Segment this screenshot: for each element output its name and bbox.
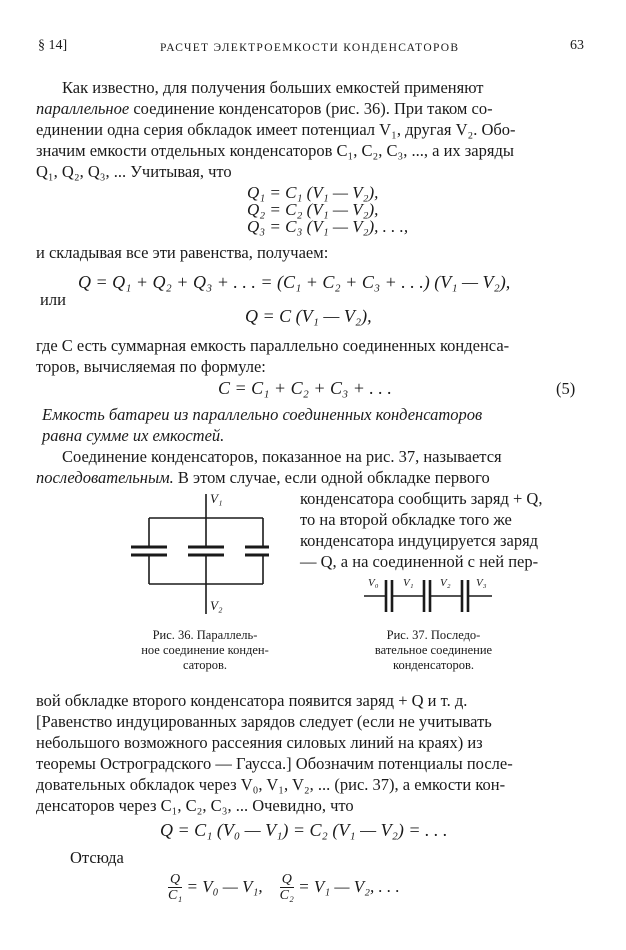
fraction1-numerator: Q	[168, 872, 182, 888]
eq-q2: Q₂ = C₂ (V₁ — V₂),	[247, 200, 379, 219]
fraction1-rhs: = V₀ — V₁,	[182, 876, 263, 896]
fig37-label-v2: V₂	[440, 577, 451, 589]
eq-fractions	[168, 872, 400, 904]
fig37-caption-line3: конденсаторов.	[393, 658, 474, 672]
fraction2-denominator: C₂	[279, 888, 294, 903]
p5-line4: теоремы Остроградского — Гаусса.] Обозначим потенциалы после-	[36, 754, 513, 773]
p1-line4: значим емкости отдельных конденсаторов C₁, C₂, C₃, ..., а их заряды	[36, 141, 514, 160]
p2-text: и складывая все эти равенства, получаем:	[36, 243, 329, 262]
fig37-label-v1: V₁	[403, 577, 414, 589]
p1-line2-rest: соединение конденсаторов (рис. 36). При таком со-	[129, 99, 493, 118]
p3-line2: торов, вычисляемая по формуле:	[36, 357, 266, 376]
p4-line1: Соединение конденсаторов, показанное на рис. 37, называется	[62, 447, 502, 466]
fig37-caption-line1: Рис. 37. Последо-	[386, 628, 481, 642]
term-parallel: параллельное	[36, 99, 130, 118]
p3-line1: где C есть суммарная емкость параллельно соединенных конденса-	[36, 336, 510, 355]
eq-q1: Q₁ = C₁ (V₁ — V₂),	[247, 183, 379, 202]
p4-line2-rest: В этом случае, если одной обкладке первого	[173, 468, 490, 487]
p4-line3: конденсатора сообщить заряд + Q,	[300, 489, 543, 508]
eq-q3: Q₃ = C₃ (V₁ — V₂), . . .,	[247, 217, 409, 236]
eq-total-charge: Q = C (V₁ — V₂),	[245, 306, 372, 326]
eq-series-charge: Q = C₁ (V₀ — V₁) = C₂ (V₁ — V₂) = . . .	[160, 820, 448, 840]
eq-5-formula: C = C₁ + C₂ + C₃ + . . .	[218, 378, 392, 398]
eq-5-number: (5)	[556, 379, 576, 398]
p5-line2: [Равенство индуцированных зарядов следует (если не учитывать	[36, 712, 492, 731]
word-ili: или	[40, 290, 66, 309]
rule-line2: равна сумме их емкостей.	[42, 426, 225, 445]
p5-line3: небольшого возможного рассеяния силовых линий на краях) из	[36, 733, 483, 752]
fig37-label-v0: V₀	[368, 577, 379, 589]
p5-line1: вой обкладке второго конденсатора появится заряд + Q и т. д.	[36, 691, 468, 710]
p4-line2	[36, 468, 490, 488]
p4-line6: — Q, а на соединенной с ней пер-	[300, 552, 539, 571]
fig36-caption-line1: Рис. 36. Параллель-	[152, 628, 258, 642]
running-title: РАСЧЕТ ЭЛЕКТРОЕМКОСТИ КОНДЕНСАТОРОВ	[160, 42, 460, 54]
p4-line5: конденсатора индуцируется заряд	[300, 531, 539, 550]
fig36-caption	[120, 628, 290, 673]
p5-line5: довательных обкладок через V₀, V₁, V₂, ... (рис. 37), а емкости кон-	[36, 775, 506, 794]
fraction-q-over-c1	[168, 872, 182, 904]
p4-line4: то на второй обкладке того же	[300, 510, 512, 529]
fig36-label-v1: V₁	[210, 491, 223, 506]
fig36-caption-line2: ное соединение конден-	[141, 643, 269, 657]
fig36-label-v2: V₂	[210, 598, 223, 613]
fraction1-denominator: C₁	[168, 888, 183, 903]
p5-line6: денсаторов через C₁, C₂, C₃, ... Очевидно, что	[36, 796, 354, 815]
rule-line1: Емкость батареи из параллельно соединенных конденсаторов	[42, 405, 483, 424]
fig37-label-v3: V₃	[476, 577, 487, 589]
fig37-caption	[356, 628, 511, 673]
word-otsyuda: Отсюда	[70, 848, 124, 867]
figure-36-parallel-diagram	[125, 492, 275, 622]
page-number: 63	[570, 38, 584, 53]
fig37-caption-line2: вательное соединение	[374, 643, 493, 657]
fig36-caption-line3: саторов.	[182, 658, 227, 672]
p1-line1: Как известно, для получения больших емкостей применяют	[62, 78, 484, 97]
term-series: последовательным.	[36, 468, 174, 487]
p1-line2	[36, 99, 493, 119]
fraction-q-over-c2	[280, 872, 294, 904]
section-number: § 14]	[38, 38, 68, 53]
p1-line3: единении одна серия обкладок имеет потенциал V₁, другая V₂. Обо-	[36, 120, 516, 139]
fraction2-numerator: Q	[280, 872, 294, 888]
p1-line5: Q₁, Q₂, Q₃, ... Учитывая, что	[36, 162, 232, 181]
eq-sum: Q = Q₁ + Q₂ + Q₃ + . . . = (C₁ + C₂ + C₃ + . . .) (V₁ — V₂),	[78, 272, 511, 292]
fraction2-rhs: = V₁ — V₂, . . .	[293, 876, 400, 896]
